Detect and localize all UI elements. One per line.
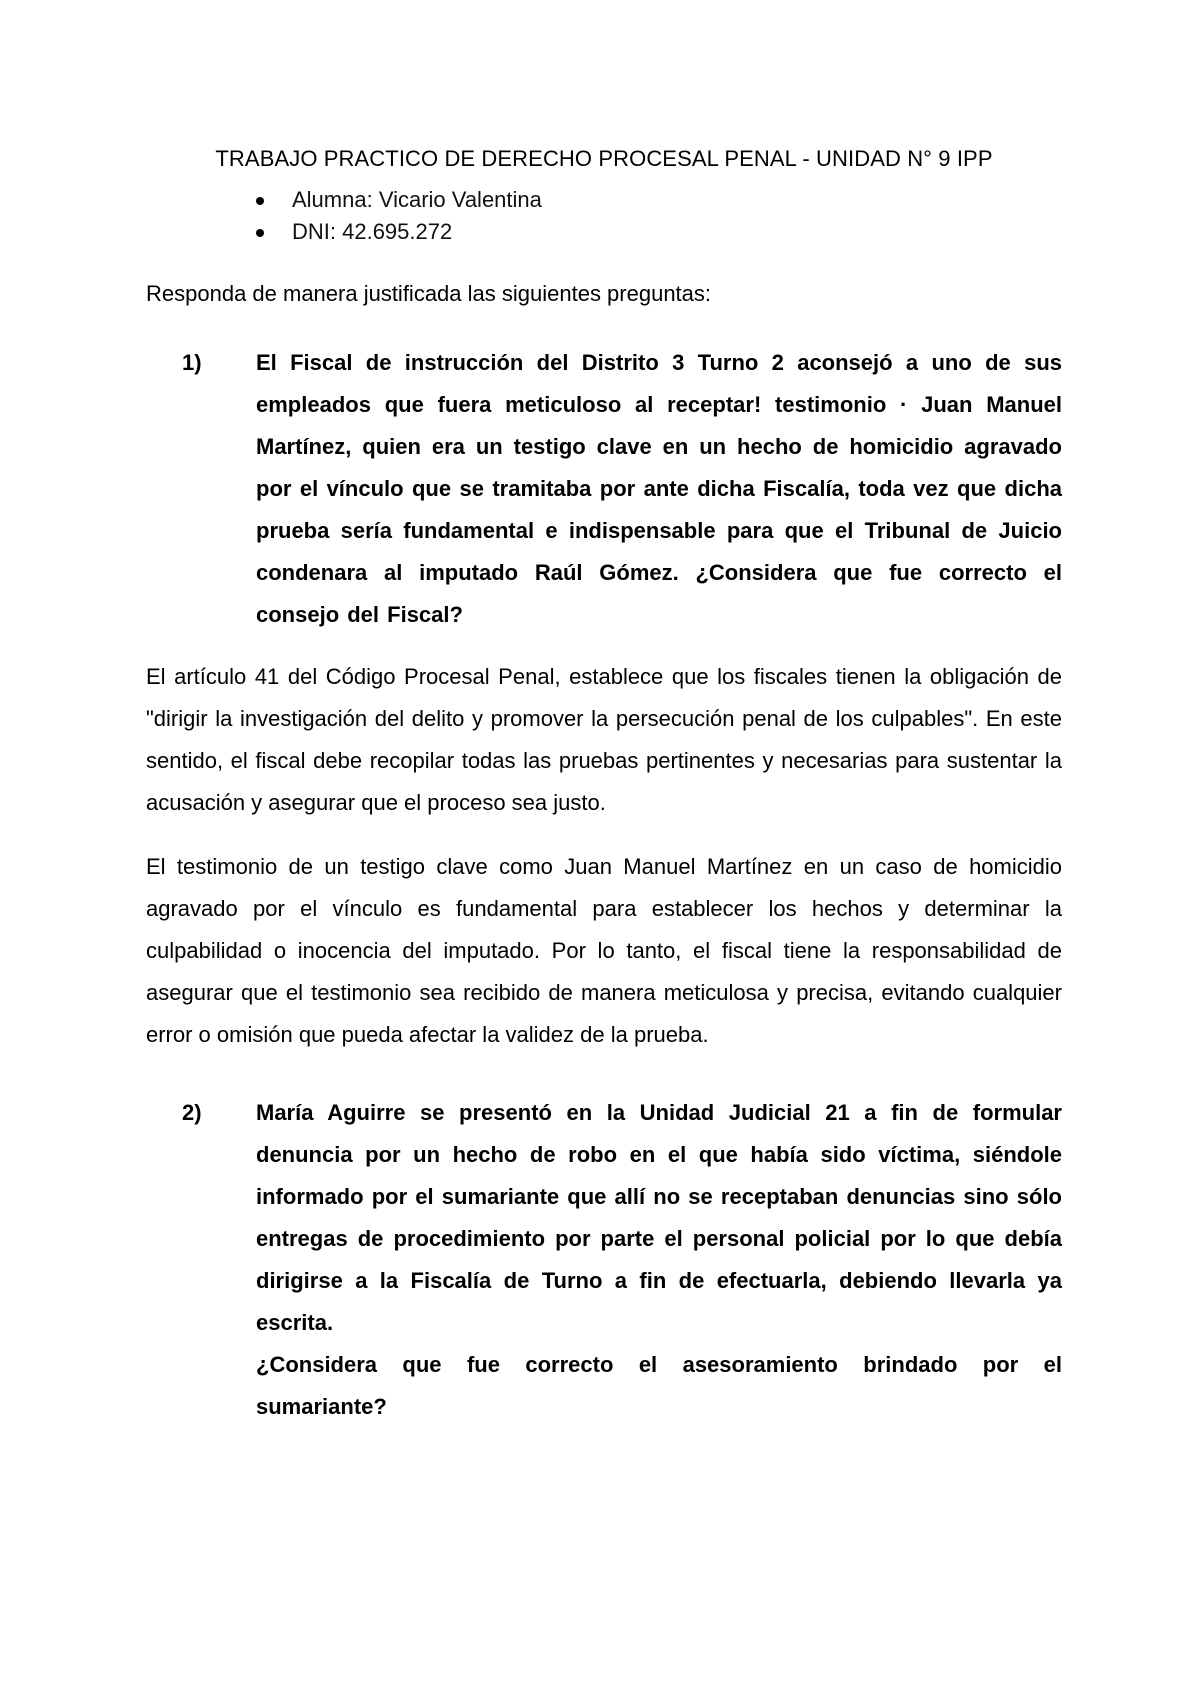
student-dni: DNI: 42.695.272 xyxy=(292,219,453,244)
question-text-block xyxy=(256,1092,1062,1428)
document-title: TRABAJO PRACTICO DE DERECHO PROCESAL PENAL - UNIDAD N° 9 IPP xyxy=(215,146,993,171)
question-text: María Aguirre se presentó en la Unidad Judicial 21 a fin de formular denuncia por un hecho de robo en el que había sido víctima, siéndole informado por el sumariante que allí no se receptaban denuncias sino sólo entregas de procedimiento por parte el personal policial por lo que debía dirigirse a la Fiscalía de Turno a fin de efectuarla, debiendo llevarla ya escrita. xyxy=(256,1100,1062,1335)
student-name-item xyxy=(256,184,1062,216)
question-number: 2) xyxy=(182,1100,202,1125)
student-name: Alumna: Vicario Valentina xyxy=(292,187,542,212)
instructions-text: Responda de manera justificada las siguientes preguntas: xyxy=(146,281,712,306)
bullet-icon xyxy=(256,197,264,205)
answer-paragraph-1: El artículo 41 del Código Procesal Penal, establece que los fiscales tienen la obligación de "dirigir la investigación del delito y promover la persecución penal de los culpables". En este sentido, el fiscal debe recopilar todas las pruebas pertinentes y necesarias para sustentar la acusación y asegurar que el proceso sea justo. xyxy=(146,664,1062,815)
question-subtext: ¿Considera que fue correcto el asesoramiento brindado por el sumariante? xyxy=(256,1352,1062,1419)
answer-paragraph-2: El testimonio de un testigo clave como Juan Manuel Martínez en un caso de homicidio agravado por el vínculo es fundamental para establecer los hechos y determinar la culpabilidad o inocencia del imputado. Por lo tanto, el fiscal tiene la responsabilidad de asegurar que el testimonio sea recibido de manera meticulosa y precisa, evitando cualquier error o omisión que pueda afectar la validez de la prueba. xyxy=(146,854,1062,1047)
student-info-list xyxy=(146,184,1062,248)
question-number: 1) xyxy=(182,350,202,375)
question-1 xyxy=(146,342,1062,636)
question-text: El Fiscal de instrucción del Distrito 3 Turno 2 aconsejó a uno de sus empleados que fuera meticuloso al receptar! testimonio · Juan Manuel Martínez, quien era un testigo clave en un hecho de homicidio agravado por el vínculo que se tramitaba por ante dicha Fiscalía, toda vez que dicha prueba sería fundamental e indispensable para que el Tribunal de Juicio condenara al imputado Raúl Gómez. ¿Considera que fue correcto el consejo del Fiscal? xyxy=(256,350,1062,627)
document-page xyxy=(146,140,1062,1428)
question-2 xyxy=(146,1092,1062,1428)
student-dni-item xyxy=(256,216,1062,248)
bullet-icon xyxy=(256,229,264,237)
